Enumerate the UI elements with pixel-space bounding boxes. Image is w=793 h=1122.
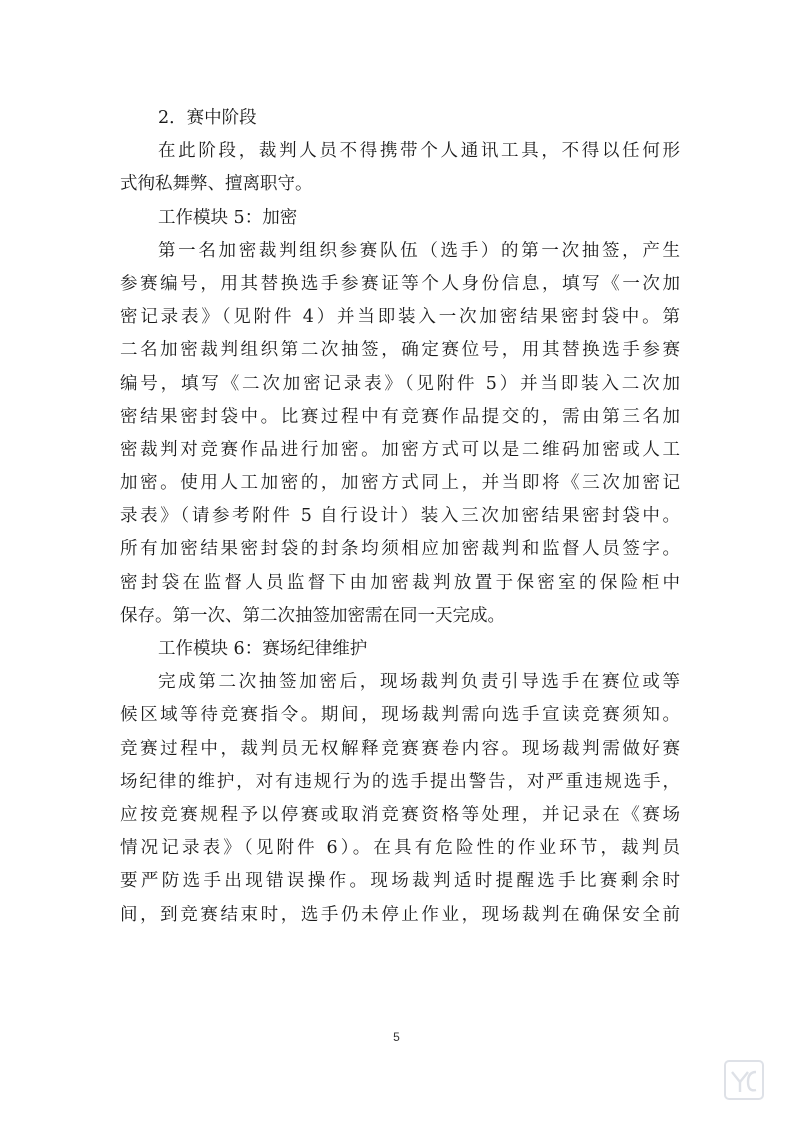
- text-line: 密记录表》（见附件 4）并当即装入一次加密结果密封袋中。第: [120, 307, 680, 328]
- text-line: 间，到竞赛结束时，选手仍未停止作业，现场裁判在确保安全前: [120, 904, 680, 925]
- text-line: 应按竞赛规程予以停赛或取消竞赛资格等处理，并记录在《赛场: [120, 804, 680, 825]
- text-line: 所有加密结果密封袋的封条均须相应加密裁判和监督人员签字。: [120, 539, 680, 560]
- text-line: 加密。使用人工加密的，加密方式同上，并当即将《三次加密记: [120, 473, 680, 494]
- text-line: 录表》（请参考附件 5 自行设计）装入三次加密结果密封袋中。: [120, 506, 680, 527]
- text-line: 要严防选手出现错误操作。现场裁判适时提醒选手比赛剩余时: [120, 871, 680, 892]
- text-line: 竞赛过程中，裁判员无权解释竞赛赛卷内容。现场裁判需做好赛: [120, 738, 680, 759]
- text-line: 编号，填写《二次加密记录表》（见附件 5）并当即装入二次加: [120, 373, 680, 394]
- text-line: 参赛编号，用其替换选手参赛证等个人身份信息，填写《一次加: [120, 273, 680, 294]
- page-number: 5: [393, 1030, 400, 1044]
- text-line: 2．赛中阶段: [158, 108, 257, 128]
- text-line: 密裁判对竞赛作品进行加密。加密方式可以是二维码加密或人工: [120, 439, 680, 460]
- text-line: 完成第二次抽签加密后，现场裁判负责引导选手在赛位或等: [158, 672, 680, 693]
- text-line: 式徇私舞弊、擅离职守。: [120, 174, 313, 195]
- text-line: 二名加密裁判组织第二次抽签，确定赛位号，用其替换选手参赛: [120, 340, 680, 361]
- text-line: 工作模块 6：赛场纪律维护: [158, 639, 368, 659]
- text-line: 保存。第一次、第二次抽签加密需在同一天完成。: [120, 605, 505, 626]
- text-line: 情况记录表》（见附件 6）。在具有危险性的作业环节，裁判员: [120, 838, 680, 859]
- body-text: [120, 102, 680, 932]
- text-line: 第一名加密裁判组织参赛队伍（选手）的第一次抽签，产生: [158, 240, 680, 261]
- logo-watermark-icon: [722, 1058, 766, 1102]
- text-line: 在此阶段，裁判人员不得携带个人通讯工具，不得以任何形: [158, 141, 680, 162]
- text-line: 候区域等待竞赛指令。期间，现场裁判需向选手宣读竞赛须知。: [120, 705, 680, 726]
- text-line: 场纪律的维护，对有违规行为的选手提出警告，对严重违规选手，: [120, 771, 680, 792]
- text-line: 密结果密封袋中。比赛过程中有竞赛作品提交的，需由第三名加: [120, 406, 680, 427]
- text-line: 密封袋在监督人员监督下由加密裁判放置于保密室的保险柜中: [120, 572, 680, 593]
- text-line: 工作模块 5：加密: [158, 207, 298, 228]
